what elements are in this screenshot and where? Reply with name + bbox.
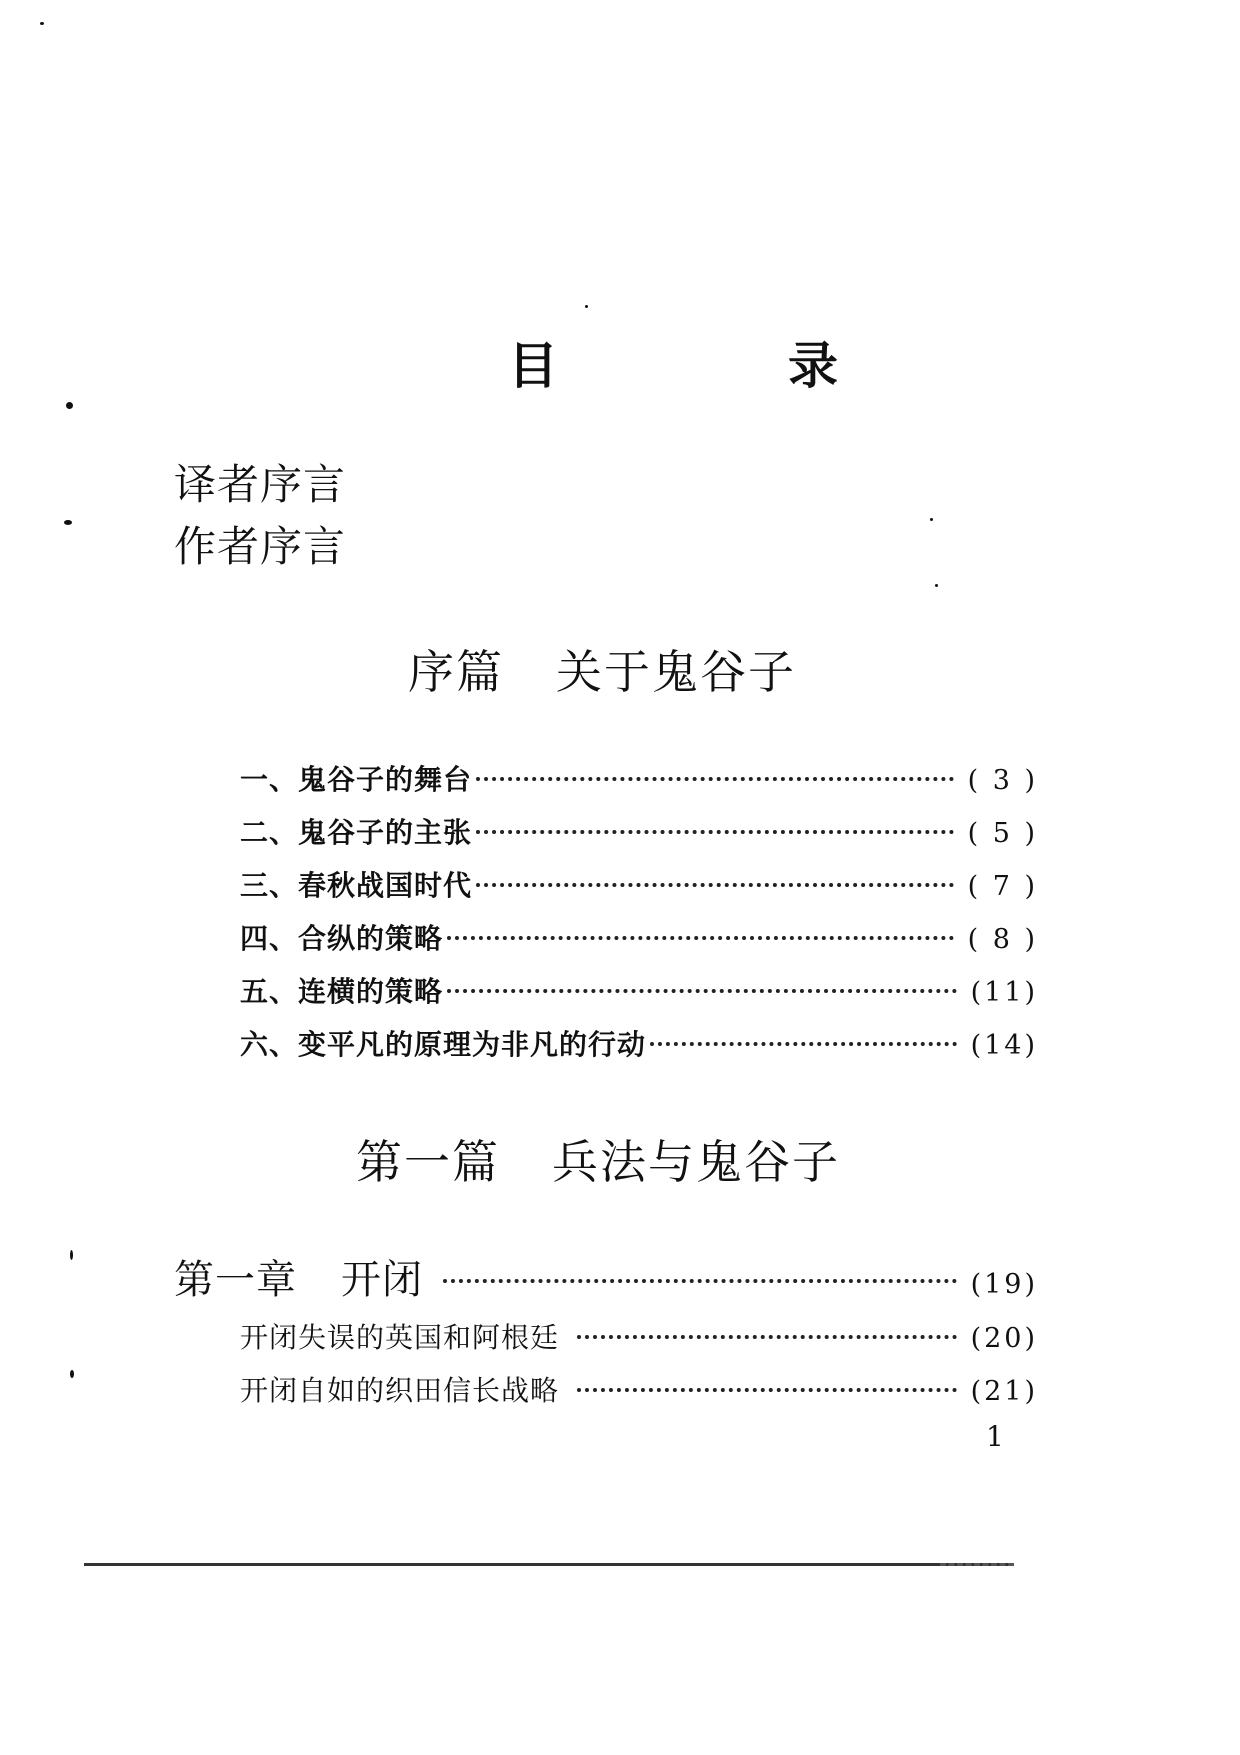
toc-entry (240, 811, 1038, 851)
dot-leader (447, 989, 957, 993)
dot-leader (476, 777, 954, 781)
toc-entry-page: ( 3 ) (967, 765, 1038, 796)
toc-entry-page: (11) (970, 977, 1038, 1008)
dot-leader (650, 1042, 957, 1046)
page-title: 目 录 (508, 336, 928, 395)
chapter-name: 开闭 (341, 1257, 423, 1303)
chapter-page: (19) (970, 1269, 1038, 1300)
dot-leader (447, 936, 954, 940)
page-number: 1 (986, 1420, 1004, 1453)
toc-entry-page: ( 5 ) (967, 818, 1038, 849)
scan-speck (70, 1370, 74, 1378)
chapter-label (174, 1248, 423, 1305)
toc-entry-page: ( 7 ) (967, 871, 1038, 902)
toc-entry-label: 六、变平凡的原理为非凡的行动 (240, 1028, 647, 1061)
preface-translator: 译者序言 (174, 460, 347, 509)
toc-entry (240, 758, 1038, 798)
toc-entry-label: 四、合纵的策略 (240, 922, 444, 955)
subsection-page: (20) (970, 1323, 1038, 1354)
bottom-rule (84, 1563, 1014, 1566)
subsection-label: 开闭自如的织田信长战略 (240, 1374, 560, 1407)
toc-entry-label: 三、春秋战国时代 (240, 869, 473, 902)
subsection-page: (21) (970, 1376, 1038, 1407)
toc-entry (240, 917, 1038, 957)
scan-speck (40, 22, 44, 25)
section-heading-prologue (408, 636, 796, 702)
bottom-rule-tail (940, 1563, 1014, 1566)
scan-speck (935, 584, 938, 587)
dot-leader (476, 830, 954, 834)
section-part-label: 序篇 (408, 645, 504, 699)
preface-author: 作者序言 (174, 522, 347, 571)
dot-leader (577, 1388, 957, 1392)
section-name-label: 兵法与鬼谷子 (552, 1135, 840, 1189)
toc-entry (240, 1023, 1038, 1063)
scan-speck (64, 520, 72, 525)
dot-leader (577, 1335, 957, 1339)
subsection-entry (240, 1316, 1038, 1356)
section-name-label: 关于鬼谷子 (556, 645, 796, 699)
scan-speck (930, 518, 933, 521)
subsection-entry (240, 1369, 1038, 1409)
toc-entry-page: (14) (970, 1030, 1038, 1061)
toc-entry-page: ( 8 ) (967, 924, 1038, 955)
scan-speck (70, 1250, 73, 1260)
scan-speck (585, 305, 588, 308)
toc-entry (240, 864, 1038, 904)
chapter-number: 第一章 (174, 1257, 297, 1303)
section-part-label: 第一篇 (356, 1135, 500, 1189)
chapter-entry (174, 1248, 1038, 1305)
dot-leader (443, 1279, 957, 1283)
toc-entry (240, 970, 1038, 1010)
toc-entry-label: 五、连横的策略 (240, 975, 444, 1008)
toc-entry-label: 一、鬼谷子的舞台 (240, 763, 473, 796)
toc-entry-label: 二、鬼谷子的主张 (240, 816, 473, 849)
subsection-label: 开闭失误的英国和阿根廷 (240, 1321, 560, 1354)
scan-speck (66, 402, 73, 409)
dot-leader (476, 883, 954, 887)
section-heading-part-one (356, 1126, 840, 1192)
